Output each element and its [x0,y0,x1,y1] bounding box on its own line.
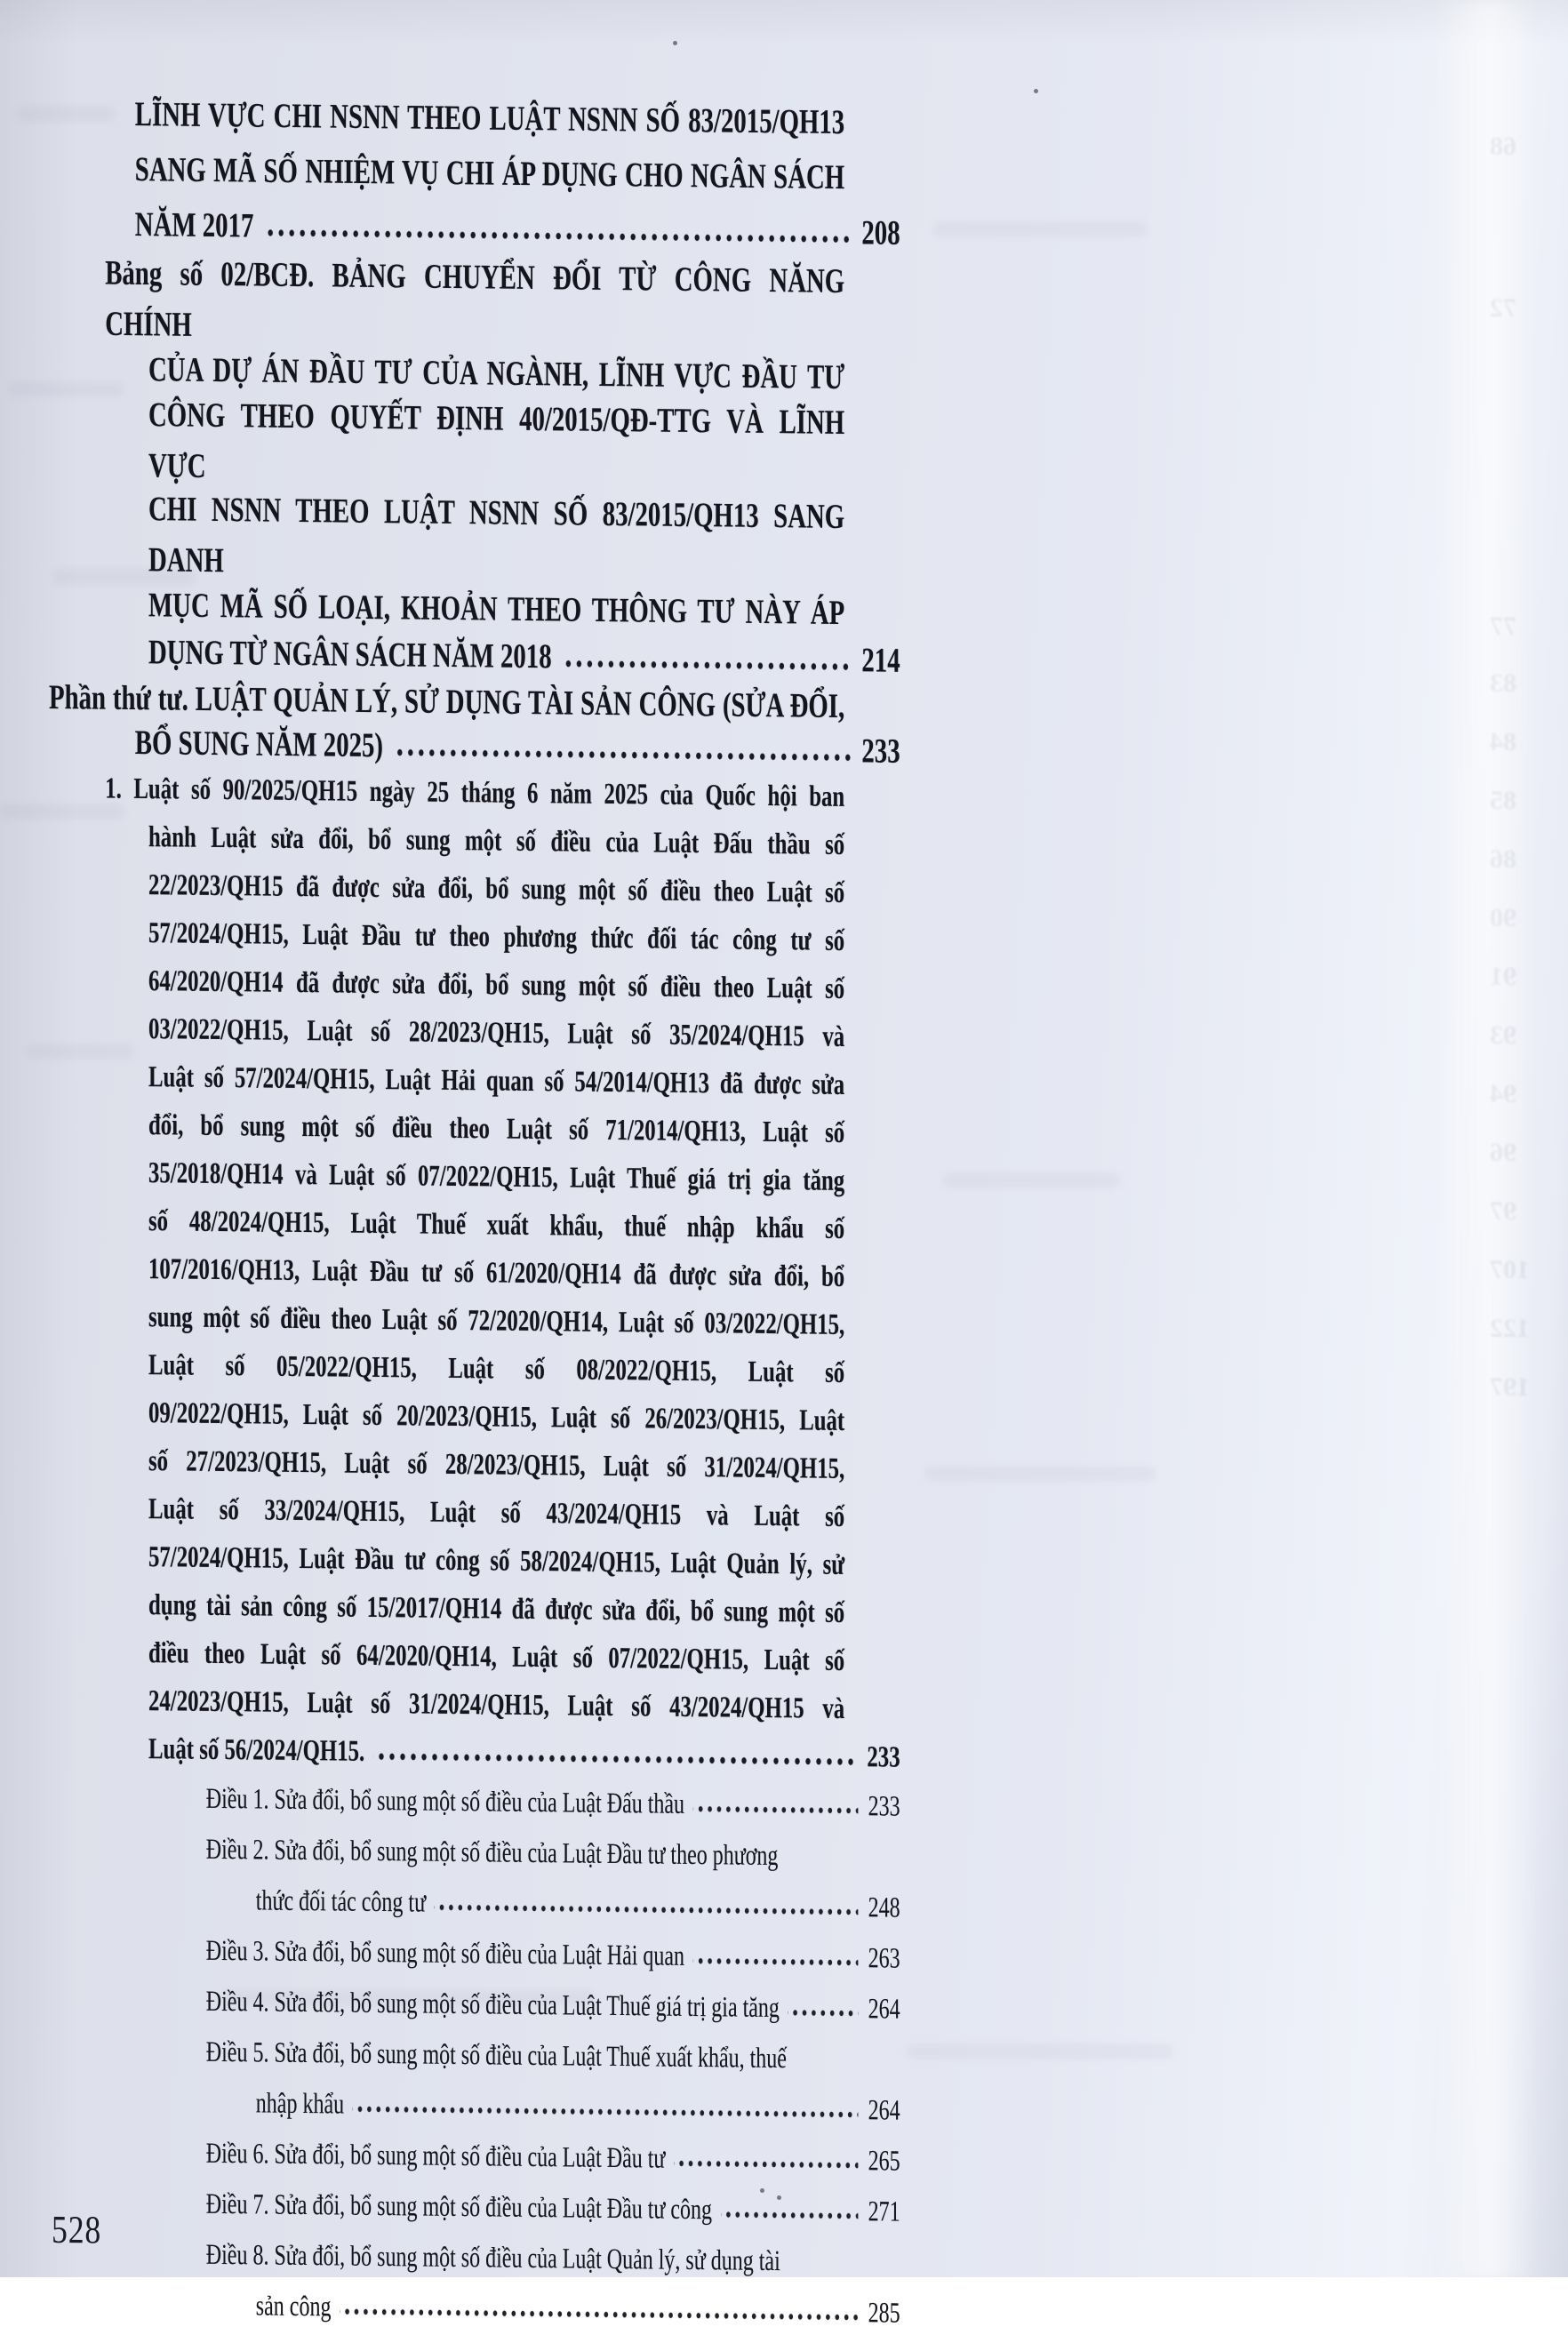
bleedthrough-number: 77 [1490,612,1516,641]
toc-entries [49,85,1151,2341]
dot-leader [674,2159,858,2170]
paper-speck [673,41,677,45]
toc-line: Điều 5. Sửa đổi, bổ sung một số điều của Luật Thuế xuất khẩu, thuế [205,2035,787,2075]
page-number: 214 [861,640,900,680]
page-number: 208 [861,212,900,252]
toc-line: LĨNH VỰC CHI NSNN THEO LUẬT NSNN SỐ 83/2015/QH13 [134,94,845,141]
toc-line-text: Điều 4. Sửa đổi, bổ sung một số điều của Luật Thuế giá trị gia tăng [205,1985,780,2024]
toc-line-text: nhập khẩu [255,2087,345,2121]
bleedthrough-number: 97 [1490,1196,1516,1226]
toc-line: 03/2022/QH15, Luật số 28/2023/QH15, Luật số 35/2024/QH15 và [148,1011,845,1053]
toc-line: 24/2023/QH15, Luật số 31/2024/QH15, Luật số 43/2024/QH15 và [148,1683,845,1725]
page-number: 233 [868,1790,900,1823]
toc-line: 1. Luật số 90/2025/QH15 ngày 25 tháng 6 năm 2025 của Quốc hội ban [105,771,845,813]
dot-leader [693,1956,859,1967]
bleedthrough-number: 68 [1490,132,1516,161]
toc-line: điều theo Luật số 64/2020/QH14, Luật số 07/2022/QH15, Luật số [148,1635,845,1677]
toc-line: Luật số 33/2024/QH15, Luật số 43/2024/QH15 và Luật số [148,1491,845,1533]
toc-line: hành Luật sửa đổi, bổ sung một số điều của Luật Đấu thầu số [148,819,845,861]
page-number: 285 [868,2297,900,2330]
toc-content [49,85,1151,2341]
toc-line-text: Điều 6. Sửa đổi, bổ sung một số điều của Luật Đầu tư [205,2137,666,2175]
toc-line: 09/2022/QH15, Luật số 20/2023/QH15, Luật số 26/2023/QH15, Luật [148,1395,845,1437]
page-number: 271 [868,2195,900,2228]
dot-leader [340,2307,858,2322]
toc-entry [49,85,1151,263]
bleedthrough-number: 94 [1490,1079,1516,1108]
toc-line: sung một số điều theo Luật số 72/2020/QH14, Luật số 03/2022/QH15, [148,1299,845,1341]
dot-leader [373,1752,857,1766]
bleedthrough-number: 85 [1490,786,1516,815]
bleedthrough-number: 197 [1490,1372,1530,1402]
toc-line-text: Luật số 56/2024/QH15. [148,1731,365,1768]
bleedthrough-number: 96 [1490,1138,1516,1167]
toc-entry [49,251,1151,687]
toc-line: Luật số 57/2024/QH15, Luật Hải quan số 54/2014/QH13 đã được sửa [148,1059,845,1101]
page-number: 265 [868,2145,900,2178]
dot-leader [693,1804,859,1815]
toc-line-text: sản công [255,2290,332,2323]
page-number: 264 [868,2094,900,2127]
bleedthrough-number: 72 [1490,293,1516,323]
bleedthrough-number: 90 [1490,903,1516,932]
page-number: 264 [868,1993,900,2026]
paper-speck [1034,89,1038,93]
toc-line: 35/2018/QH14 và Luật số 07/2022/QH15, Luật Thuế giá trị gia tăng [148,1155,845,1197]
toc-line: Bảng số 02/BCĐ. BẢNG CHUYỂN ĐỔI TỪ CÔNG NĂNG CHÍNH [105,252,845,344]
dot-leader [721,2211,859,2220]
page-number: 263 [868,1942,900,1975]
dot-leader [435,1903,859,1916]
bleedthrough-number: 83 [1490,668,1516,698]
toc-line: 107/2016/QH13, Luật Đầu tư số 61/2020/QH14 đã được sửa đổi, bổ [148,1251,845,1293]
toc-line: Luật số 05/2022/QH15, Luật số 08/2022/QH15, Luật số [148,1347,845,1389]
toc-line: 64/2020/QH14 đã được sửa đổi, bổ sung một số điều theo Luật số [148,963,845,1005]
dot-leader [353,2105,859,2119]
toc-line-text: Điều 1. Sửa đổi, bổ sung một số điều của Luật Đấu thầu [205,1782,685,1820]
toc-line: SANG MÃ SỐ NHIỆM VỤ CHI ÁP DỤNG CHO NGÂN SÁCH [134,149,845,196]
folio-page-number: 528 [52,2209,102,2253]
dot-leader [262,228,852,244]
page-curl-highlight [1431,0,1538,2277]
toc-line-text: thức đối tác công tư [255,1884,427,1919]
toc-entry [49,2025,1151,2139]
toc-entry [49,675,1151,776]
bleedthrough-number: 122 [1490,1314,1530,1343]
toc-line-text: DỤNG TỪ NGÂN SÁCH NĂM 2018 [148,632,552,676]
toc-entry [49,1822,1151,1936]
toc-line: số 27/2023/QH15, Luật số 28/2023/QH15, Luật số 31/2024/QH15, [148,1443,845,1485]
toc-entry [49,2227,1151,2341]
page-number: 233 [861,731,900,771]
toc-line-text: Điều 3. Sửa đổi, bổ sung một số điều của Luật Hải quan [205,1934,685,1972]
toc-line: Điều 2. Sửa đổi, bổ sung một số điều của Luật Đầu tư theo phương [205,1833,779,1872]
page-number: 248 [868,1891,900,1924]
toc-line: 57/2024/QH15, Luật Đầu tư theo phương thức đối tác công tư số [148,915,845,957]
bleedthrough-number: 86 [1490,844,1516,874]
toc-line: dụng tài sản công số 15/2017/QH14 đã được sửa đổi, bổ sung một số [148,1587,845,1629]
toc-line-text: Điều 7. Sửa đổi, bổ sung một số điều của Luật Đầu tư công [205,2187,713,2226]
toc-line: 57/2024/QH15, Luật Đầu tư công số 58/2024/QH15, Luật Quản lý, sử [148,1539,845,1581]
toc-line-text: BỔ SUNG NĂM 2025) [134,723,384,764]
page-number: 233 [867,1739,900,1774]
bleedthrough-number: 107 [1490,1255,1530,1284]
toc-line: 22/2023/QH15 đã được sửa đổi, bổ sung một số điều theo Luật số [148,867,845,909]
toc-line: CÔNG THEO QUYẾT ĐỊNH 40/2015/QĐ-TTG VÀ LĨNH VỰC [148,395,845,485]
toc-line: MỤC MÃ SỐ LOẠI, KHOẢN THEO THÔNG TƯ NÀY ÁP [148,585,845,632]
toc-entry [49,764,1151,1784]
toc-line: CỦA DỰ ÁN ĐẦU TƯ CỦA NGÀNH, LĨNH VỰC ĐẦU TƯ [148,349,845,396]
bleedthrough-number: 93 [1490,1020,1516,1050]
dot-leader [560,660,852,671]
bleedthrough-number: 84 [1490,727,1516,756]
toc-line: Điều 8. Sửa đổi, bổ sung một số điều của Luật Quản lý, sử dụng tài [205,2238,780,2277]
bleedthrough-number: 91 [1490,962,1516,991]
toc-line-text: NĂM 2017 [134,204,254,245]
toc-line [49,2276,900,2340]
toc-line: số 48/2024/QH15, Luật Thuế xuất khẩu, thuế nhập khẩu số [148,1203,845,1245]
toc-line: Phần thứ tư. LUẬT QUẢN LÝ, SỬ DỤNG TÀI SẢN CÔNG (SỬA ĐỔI, [49,677,845,725]
dot-leader [788,2008,859,2018]
toc-line: đổi, bổ sung một số điều theo Luật số 71/2014/QH13, Luật số [148,1107,845,1149]
dot-leader [392,748,852,763]
toc-line: CHI NSNN THEO LUẬT NSNN SỐ 83/2015/QH13 SANG DANH [148,489,845,580]
